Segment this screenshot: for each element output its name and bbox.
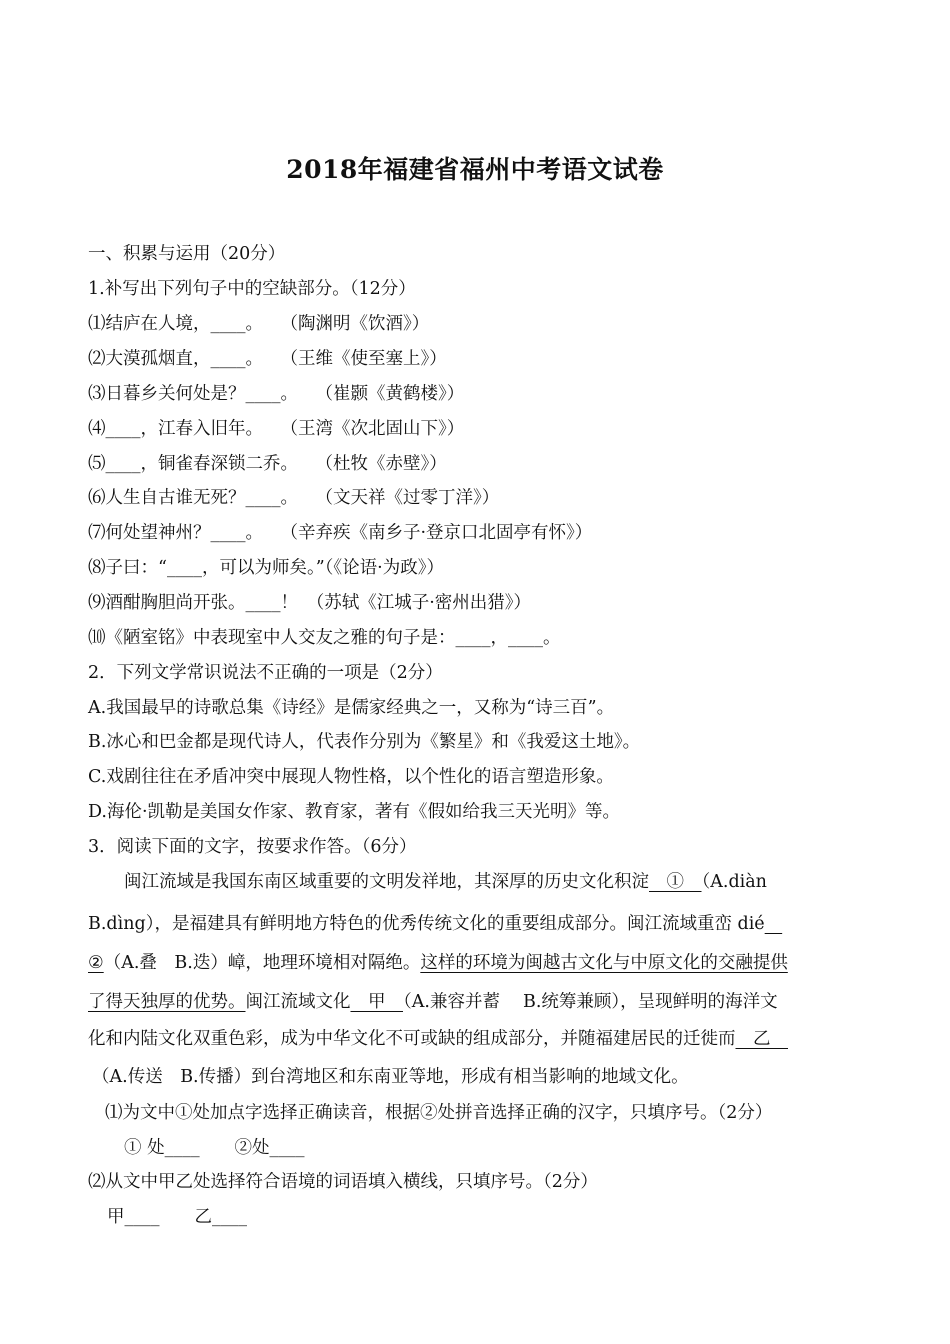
question-2-stem: 2．下列文学常识说法不正确的一项是（2分） [88,663,443,683]
passage-line-3: ②（A.叠 B.迭）嶂，地理环境相对隔绝。这样的环境为闽越古文化与中原文化的交融提供 [88,953,788,973]
page-title: 2018年福建省福州中考语文试卷 [286,155,664,184]
q2-option-d: D.海伦·凯勒是美国女作家、教育家，著有《假如给我三天光明》等。 [88,802,621,822]
q3-sub-2: ⑵从文中甲乙处选择符合语境的词语填入横线，只填序号。（2分） [88,1172,598,1192]
q1-item-3: ⑶日暮乡关何处是？____。 （崔颢《黄鹤楼》） [88,384,465,404]
q3-sub-1: ⑴为文中①处加点字选择正确读音，根据②处拼音选择正确的汉字，只填序号。（2分） [105,1103,773,1123]
blank-jia: 甲 [350,992,403,1012]
underlined-sentence: 这样的环境为闽越古文化与中原文化的交融提供 [420,953,788,973]
q3-sub-2-answer: 甲____ 乙____ [107,1207,247,1227]
q1-item-4: ⑷____，江春入旧年。 （王湾《次北固山下》） [88,419,465,439]
passage-line-4: 了得天独厚的优势。闽江流域文化 甲 （A.兼容并蓄 B.统筹兼顾），呈现鲜明的海洋文 [88,992,778,1012]
question-3-stem: 3．阅读下面的文字，按要求作答。（6分） [88,837,417,857]
blank-1: ① [649,872,702,892]
passage-line-6: （A.传送 B.传播）到台湾地区和东南亚等地，形成有相当影响的地域文化。 [92,1067,689,1087]
q2-option-c: C.戏剧往往在矛盾冲突中展现人物性格，以个性化的语言塑造形象。 [88,767,614,787]
blank-yi: 乙 [735,1029,788,1049]
section-heading: 一、积累与运用（20分） [88,244,286,264]
blank-2: ② [88,953,104,973]
passage-line-5: 化和内陆文化双重色彩，成为中华文化不可或缺的组成部分，并随福建居民的迁徙而 乙 [88,1029,788,1049]
underlined-sentence-end: 了得天独厚的优势。 [88,992,246,1012]
passage-line-2: B.dìng），是福建具有鲜明地方特色的优秀传统文化的重要组成部分。闽江流域重峦 dié [88,913,782,935]
q2-option-b: B.冰心和巴金都是现代诗人，代表作分别为《繁星》和《我爱这土地》。 [88,732,641,752]
passage-line-1: 闽江流域是我国东南区域重要的文明发祥地，其深厚的历史文化积淀 ① （A.diàn [124,872,767,892]
q1-item-1: ⑴结庐在人境，____。 （陶渊明《饮酒》） [88,314,430,334]
q2-option-a: A.我国最早的诗歌总集《诗经》是儒家经典之一，又称为“诗三百”。 [88,698,615,718]
blank-2-start [765,914,783,934]
q3-sub-1-answer: ① 处____ ②处____ [124,1138,305,1158]
q1-item-5: ⑸____，铜雀春深锁二乔。 （杜牧《赤壁》） [88,454,447,474]
question-1-stem: 1.补写出下列句子中的空缺部分。（12分） [88,279,416,299]
q1-item-8: ⑻子曰：“____，可以为师矣。”（《论语·为政》） [88,558,444,578]
q1-item-7: ⑺何处望神州？____。 （辛弃疾《南乡子·登京口北固亭有怀》） [88,523,593,543]
q1-item-2: ⑵大漠孤烟直，____。 （王维《使至塞上》） [88,349,447,369]
q1-item-10: ⑽《陋室铭》中表现室中人交友之雅的句子是：____，____。 [88,628,561,648]
q1-item-9: ⑼酒酣胸胆尚开张。____！ （苏轼《江城子·密州出猎》） [88,593,532,613]
q1-item-6: ⑹人生自古谁无死？____。 （文天祥《过零丁洋》） [88,488,500,508]
